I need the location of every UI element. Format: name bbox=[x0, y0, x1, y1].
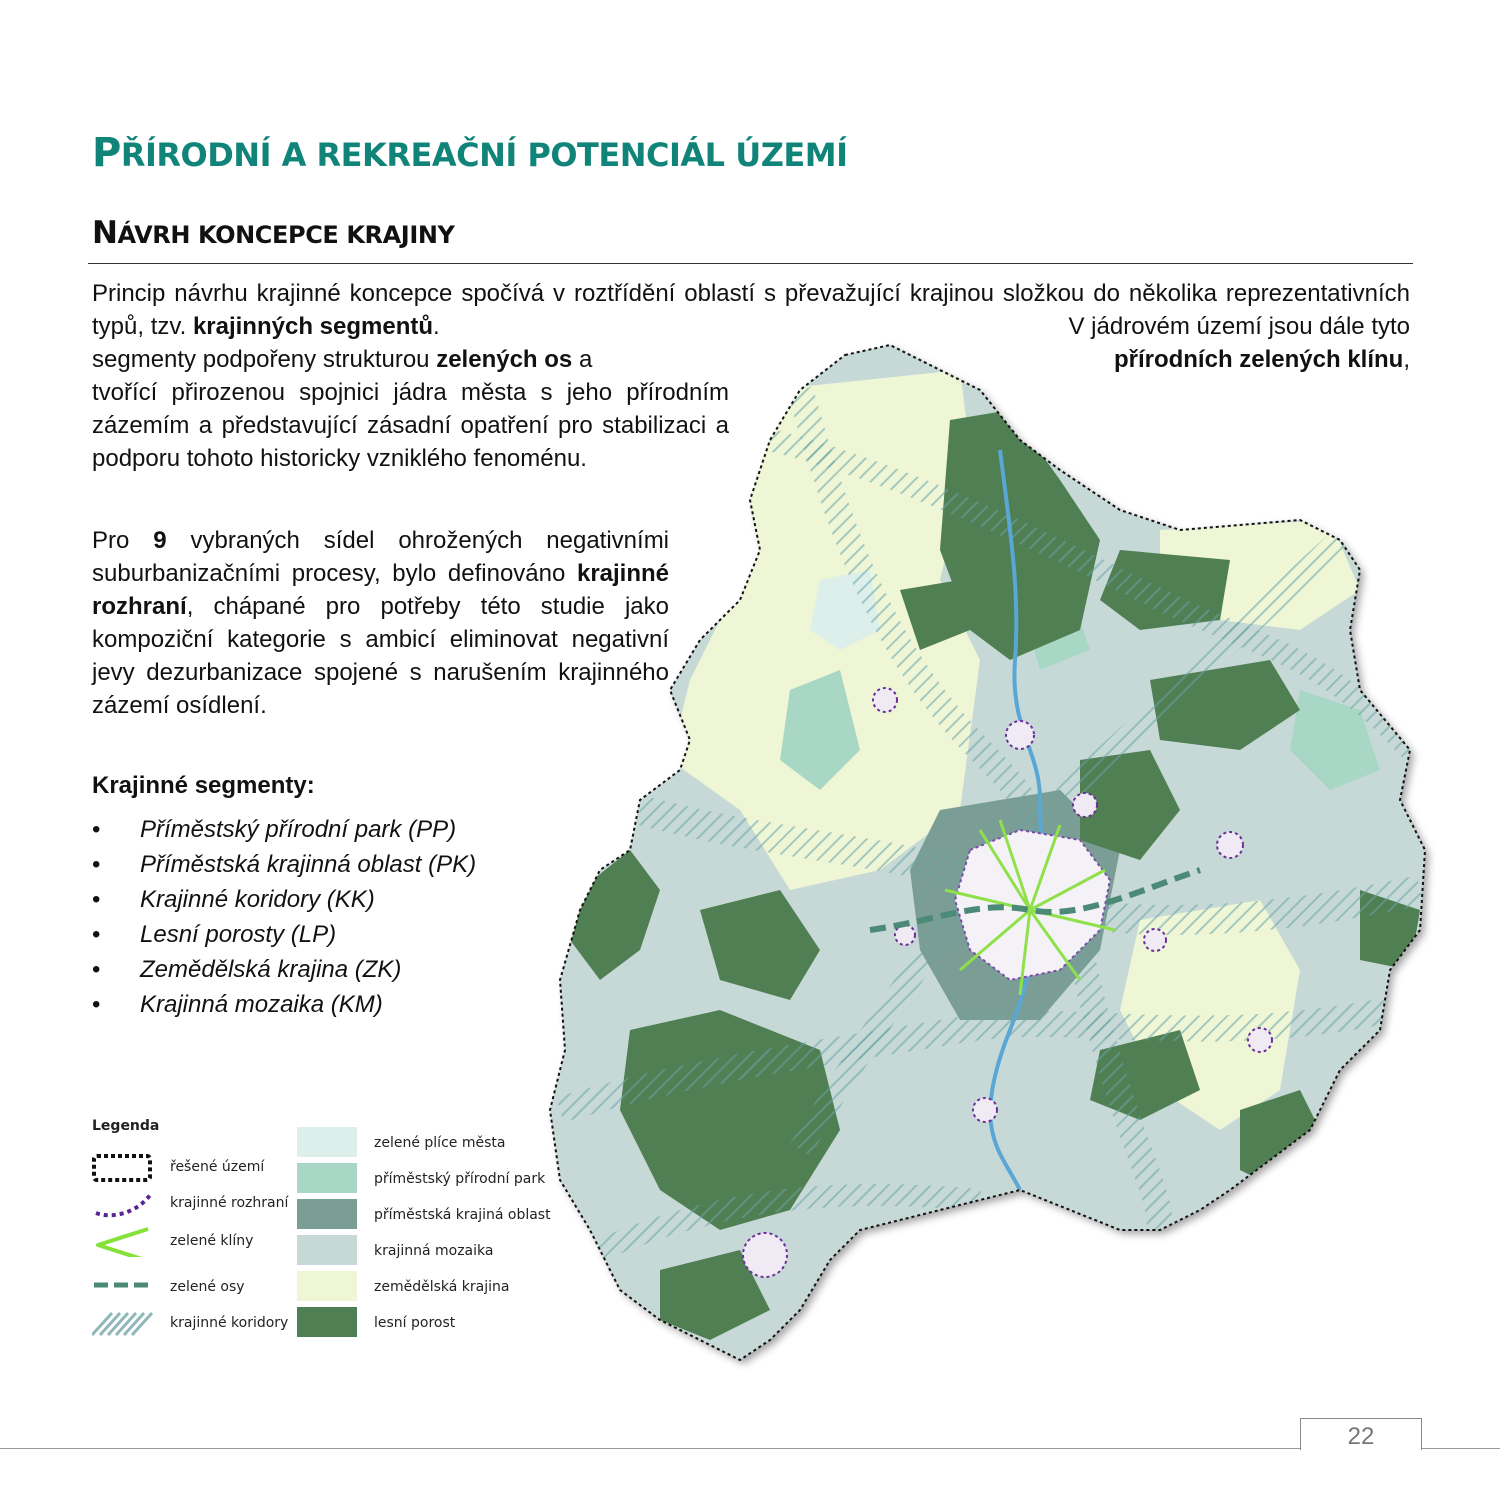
footer-line bbox=[0, 1448, 1500, 1449]
p2-text-b: vybraných sídel ohrožených negativními suburbanizačními procesy, bylo definováno bbox=[92, 527, 670, 587]
map-legend bbox=[92, 1115, 552, 1345]
term-landscape-segments: krajinných segmentů bbox=[192, 313, 434, 340]
dotted-boundary-icon bbox=[92, 1153, 154, 1183]
swatch-periurban-area bbox=[297, 1199, 357, 1229]
swatch-city-lungs bbox=[297, 1127, 357, 1157]
list-item: • Krajinné koridory (KK) bbox=[92, 882, 476, 917]
legend-label: zemědělská krajina bbox=[374, 1279, 510, 1295]
list-item: • Lesní porosty (LP) bbox=[92, 917, 476, 952]
hatched-corridor-icon bbox=[92, 1309, 154, 1339]
legend-title: Legenda bbox=[92, 1118, 160, 1134]
heading-divider bbox=[88, 263, 1413, 264]
term-green-axes: zelených os bbox=[436, 346, 573, 373]
legend-label: řešené území bbox=[170, 1159, 265, 1175]
page-number: 22 bbox=[1300, 1418, 1422, 1450]
p2-text-a: Pro bbox=[92, 527, 130, 554]
p2-text-c: , chápané pro potřeby této studie jako kompoziční kategorie s ambicí eliminovat negativní jevy dezurbanizace spojené s narušením krajinného zázemí osídlení. bbox=[92, 593, 669, 719]
intro-text: Princip návrhu krajinné koncepce spočívá v roztřídění oblastí s převažující krajinou složkou do několika reprezentativních typů, tzv. bbox=[92, 280, 1410, 340]
intro-and: a bbox=[578, 346, 593, 373]
legend-label: příměstská krajiná oblast bbox=[374, 1207, 551, 1223]
legend-label: lesní porost bbox=[374, 1315, 456, 1331]
green-dashed-line-icon bbox=[92, 1273, 154, 1303]
title-rest: ŘÍRODNÍ A REKREAČNÍ POTENCIÁL ÚZEMÍ bbox=[120, 136, 848, 174]
list-item: • Příměstský přírodní park (PP) bbox=[92, 812, 476, 847]
legend-label: krajinné rozhraní bbox=[170, 1195, 289, 1211]
swatch-forest bbox=[297, 1307, 357, 1337]
subtitle-initial: N bbox=[92, 215, 118, 251]
page-title bbox=[92, 130, 848, 176]
legend-label: krajinné koridory bbox=[170, 1315, 289, 1331]
intro-continuation: tvořící přirozenou spojnici jádra města s jeho přírodním zázemím a představující zásadní opatření pro stabilizaci a podporu tohoto historicky vzniklého fenoménu. bbox=[92, 379, 729, 472]
legend-label: zelené osy bbox=[170, 1279, 245, 1295]
settlement-count: 9 bbox=[153, 527, 167, 554]
green-wedge-icon bbox=[92, 1227, 154, 1257]
title-initial: P bbox=[92, 130, 121, 176]
intro-segments-text: segmenty podpořeny strukturou bbox=[92, 346, 430, 373]
intro-right-line: V jádrovém území jsou dále tyto bbox=[1068, 313, 1410, 340]
list-item: • Zemědělská krajina (ZK) bbox=[92, 952, 476, 987]
purple-dotted-line-icon bbox=[92, 1189, 154, 1219]
legend-label: krajinná mozaika bbox=[374, 1243, 494, 1259]
legend-label: zelené klíny bbox=[170, 1233, 254, 1249]
swatch-agricultural bbox=[297, 1271, 357, 1301]
legend-label: zelené plíce města bbox=[374, 1135, 506, 1151]
term-landscape-interface: krajinné rozhraní bbox=[92, 560, 670, 620]
swatch-landscape-mosaic bbox=[297, 1235, 357, 1265]
intro-comma: , bbox=[1403, 346, 1410, 373]
swatch-periurban-park bbox=[297, 1163, 357, 1193]
term-green-wedges: přírodních zelených klínu bbox=[1113, 346, 1404, 373]
segments-list bbox=[92, 812, 476, 1022]
list-item: • Krajinná mozaika (KM) bbox=[92, 987, 476, 1022]
landscape-concept-map bbox=[540, 330, 1440, 1370]
legend-label: příměstský přírodní park bbox=[374, 1171, 546, 1187]
intro-period: . bbox=[433, 313, 440, 340]
section-subtitle bbox=[92, 215, 455, 251]
segments-heading: Krajinné segmenty: bbox=[92, 772, 315, 799]
list-item: • Příměstská krajinná oblast (PK) bbox=[92, 847, 476, 882]
subtitle-rest: ÁVRH KONCEPCE KRAJINY bbox=[117, 221, 455, 249]
